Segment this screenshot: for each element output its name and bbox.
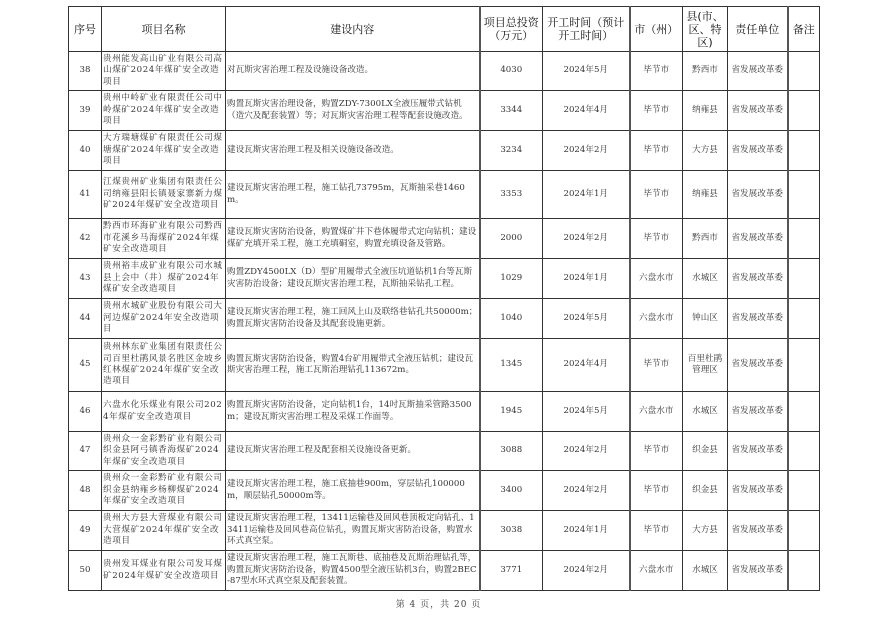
header-city: 市（州） (630, 7, 683, 52)
cell-content: 建设瓦斯灾害治理工程，施工瓦斯巷、底抽巷及瓦斯治理钻孔等，购置瓦斯灾害防治设备，购置4500型全液压钻机3台，购置2BEC-87型水环式真空泵及配套装置。 (226, 551, 480, 591)
cell-content: 建设瓦斯灾害防治设备，购置煤矿井下巷体履带式定向钻机；建设煤矿充填开采工程，施工充填硐室，购置充填设备及管路。 (226, 219, 480, 259)
cell-county: 水城区 (683, 259, 728, 299)
cell-project-name: 大方瑞塘煤矿有限责任公司煤塘煤矿2024年煤矿安全改造项目 (102, 131, 226, 171)
header-investment: 项目总投资（万元） (480, 7, 543, 52)
cell-city: 毕节市 (630, 171, 683, 219)
cell-city: 毕节市 (630, 219, 683, 259)
cell-investment: 2000 (480, 219, 543, 259)
cell-content: 建设瓦斯灾害治理工程，施工回风上山及联络巷钻孔共50000m；购置瓦斯灾害防治设备及其配套设施更新。 (226, 299, 480, 339)
cell-county: 纳雍县 (683, 171, 728, 219)
cell-responsible-unit: 省发展改革委 (728, 339, 788, 392)
cell-note (788, 551, 820, 591)
cell-content: 购置瓦斯灾害防治设备，购置4台矿用履带式全液压钻机；建设瓦斯灾害治理工程，施工瓦斯治理钻孔113672m。 (226, 339, 480, 392)
cell-note (788, 171, 820, 219)
table-row (69, 219, 820, 259)
cell-county: 钟山区 (683, 299, 728, 339)
cell-start-time: 2024年2月 (543, 219, 630, 259)
document-page (68, 6, 819, 591)
cell-city: 毕节市 (630, 339, 683, 392)
cell-investment: 1945 (480, 392, 543, 432)
cell-start-time: 2024年2月 (543, 131, 630, 171)
cell-no: 45 (69, 339, 102, 392)
cell-project-name: 贵州能发高山矿业有限公司高山煤矿2024年煤矿安全改造项目 (102, 52, 226, 91)
cell-note (788, 432, 820, 471)
cell-note (788, 299, 820, 339)
cell-investment: 4030 (480, 52, 543, 91)
cell-responsible-unit: 省发展改革委 (728, 551, 788, 591)
header-content: 建设内容 (226, 7, 480, 52)
cell-county: 大方县 (683, 511, 728, 551)
cell-city: 毕节市 (630, 91, 683, 131)
cell-no: 40 (69, 131, 102, 171)
cell-start-time: 2024年1月 (543, 171, 630, 219)
cell-responsible-unit: 省发展改革委 (728, 219, 788, 259)
cell-no: 43 (69, 259, 102, 299)
cell-no: 50 (69, 551, 102, 591)
cell-project-name: 贵州众一金彩黔矿业有限公司织金县纳雍乡杨柳煤矿2024年煤矿安全改造项目 (102, 471, 226, 511)
table-row (69, 551, 820, 591)
cell-no: 39 (69, 91, 102, 131)
cell-note (788, 219, 820, 259)
cell-city: 毕节市 (630, 511, 683, 551)
cell-city: 六盘水市 (630, 259, 683, 299)
table-row (69, 432, 820, 471)
cell-start-time: 2024年1月 (543, 511, 630, 551)
cell-city: 毕节市 (630, 52, 683, 91)
cell-project-name: 贵州众一金彩黔矿业有限公司织金县阿弓镇香海煤矿2024年煤矿安全改造项目 (102, 432, 226, 471)
cell-start-time: 2024年4月 (543, 339, 630, 392)
cell-county: 大方县 (683, 131, 728, 171)
header-no: 序号 (69, 7, 102, 52)
cell-no: 44 (69, 299, 102, 339)
header-name: 项目名称 (102, 7, 226, 52)
cell-content: 建设瓦斯灾害治理工程及相关设施设备改造。 (226, 131, 480, 171)
cell-city: 六盘水市 (630, 551, 683, 591)
cell-start-time: 2024年2月 (543, 551, 630, 591)
cell-responsible-unit: 省发展改革委 (728, 471, 788, 511)
table-row (69, 511, 820, 551)
cell-city: 毕节市 (630, 471, 683, 511)
table-row (69, 52, 820, 91)
table-row (69, 91, 820, 131)
cell-investment: 1345 (480, 339, 543, 392)
header-county: 县(市、区、特区) (683, 7, 728, 52)
cell-responsible-unit: 省发展改革委 (728, 511, 788, 551)
table-row (69, 131, 820, 171)
cell-investment: 1029 (480, 259, 543, 299)
cell-responsible-unit: 省发展改革委 (728, 52, 788, 91)
cell-county: 水城区 (683, 551, 728, 591)
cell-project-name: 贵州大方县大营煤业有限公司大营煤矿2024年煤矿安全改造项目 (102, 511, 226, 551)
cell-content: 建设瓦斯灾害治理工程及配套相关设施设备更新。 (226, 432, 480, 471)
table-row (69, 299, 820, 339)
cell-no: 48 (69, 471, 102, 511)
cell-county: 百里杜鹃管理区 (683, 339, 728, 392)
cell-start-time: 2024年2月 (543, 432, 630, 471)
cell-no: 42 (69, 219, 102, 259)
cell-investment: 3038 (480, 511, 543, 551)
cell-content: 购置ZDY4500LX（D）型矿用履带式全液压坑道钻机1台等瓦斯灾害防治设备；建设瓦斯灾害治理工程，瓦斯抽采钻孔工程。 (226, 259, 480, 299)
page-footer: 第 4 页，共 20 页 (395, 600, 482, 610)
cell-start-time: 2024年5月 (543, 299, 630, 339)
cell-note (788, 52, 820, 91)
cell-no: 49 (69, 511, 102, 551)
cell-investment: 3234 (480, 131, 543, 171)
cell-no: 46 (69, 392, 102, 432)
cell-county: 纳雍县 (683, 91, 728, 131)
cell-note (788, 339, 820, 392)
cell-county: 水城区 (683, 392, 728, 432)
cell-project-name: 贵州水城矿业股份有限公司大河边煤矿2024年安全改造项目 (102, 299, 226, 339)
cell-no: 47 (69, 432, 102, 471)
table-row (69, 471, 820, 511)
table-row (69, 171, 820, 219)
cell-start-time: 2024年1月 (543, 259, 630, 299)
cell-county: 黔西市 (683, 219, 728, 259)
cell-no: 41 (69, 171, 102, 219)
cell-investment: 3400 (480, 471, 543, 511)
cell-start-time: 2024年4月 (543, 91, 630, 131)
cell-content: 建设瓦斯灾害治理工程，施工底抽巷900m，穿层钻孔100000m，顺层钻孔50000m等。 (226, 471, 480, 511)
cell-project-name: 贵州裕丰成矿业有限公司水城县上会中（井）煤矿2024年煤矿安全改造项目 (102, 259, 226, 299)
cell-project-name: 江煤贵州矿业集团有限责任公司纳雍县阳长镇聂家寨新力煤矿2024年煤矿安全改造项目 (102, 171, 226, 219)
cell-investment: 3353 (480, 171, 543, 219)
cell-responsible-unit: 省发展改革委 (728, 299, 788, 339)
cell-investment: 3344 (480, 91, 543, 131)
cell-county: 黔西市 (683, 52, 728, 91)
cell-city: 毕节市 (630, 131, 683, 171)
cell-note (788, 131, 820, 171)
cell-project-name: 贵州发耳煤业有限公司发耳煤矿2024年煤矿安全改造项目 (102, 551, 226, 591)
cell-county: 织金县 (683, 471, 728, 511)
table-row (69, 392, 820, 432)
cell-start-time: 2024年5月 (543, 392, 630, 432)
cell-city: 六盘水市 (630, 392, 683, 432)
cell-investment: 3088 (480, 432, 543, 471)
table-header-row (69, 7, 820, 52)
cell-content: 购置瓦斯灾害防治设备，定向钻机1台，14吋瓦斯抽采管路3500m；建设瓦斯灾害治理工程及采煤工作面等。 (226, 392, 480, 432)
header-start-time: 开工时间（预计开工时间） (543, 7, 630, 52)
cell-project-name: 六盘水化乐煤业有限公司2024年煤矿安全改造项目 (102, 392, 226, 432)
cell-project-name: 黔西市环海矿业有限公司黔西市花溪乡马海煤矿2024年煤矿安全改造项目 (102, 219, 226, 259)
cell-content: 购置瓦斯灾害治理设备，购置ZDY-7300LX全液压履带式钻机（造穴及配套装置）等；对瓦斯灾害治理工程等配套设施改造。 (226, 91, 480, 131)
cell-responsible-unit: 省发展改革委 (728, 91, 788, 131)
header-responsible-unit: 责任单位 (728, 7, 788, 52)
cell-project-name: 贵州林东矿业集团有限责任公司百里杜鹃风景名胜区金坡乡红林煤矿2024年煤矿安全改造项目 (102, 339, 226, 392)
cell-investment: 3771 (480, 551, 543, 591)
table-row (69, 339, 820, 392)
cell-content: 建设瓦斯灾害治理工程，13411运输巷及回风巷顶板定向钻孔、13411运输巷及回风巷高位钻孔，购置瓦斯灾害防治设备，购置水环式真空泵。 (226, 511, 480, 551)
cell-note (788, 471, 820, 511)
cell-no: 38 (69, 52, 102, 91)
cell-project-name: 贵州中岭矿业有限责任公司中岭煤矿2024年煤矿安全改造项目 (102, 91, 226, 131)
cell-start-time: 2024年5月 (543, 52, 630, 91)
project-table (68, 6, 820, 591)
cell-responsible-unit: 省发展改革委 (728, 259, 788, 299)
table-row (69, 259, 820, 299)
cell-note (788, 91, 820, 131)
header-note: 备注 (788, 7, 820, 52)
cell-content: 建设瓦斯灾害治理工程，施工钻孔73795m，瓦斯抽采巷1460m。 (226, 171, 480, 219)
cell-responsible-unit: 省发展改革委 (728, 171, 788, 219)
cell-responsible-unit: 省发展改革委 (728, 392, 788, 432)
cell-content: 对瓦斯灾害治理工程及设施设备改造。 (226, 52, 480, 91)
cell-city: 六盘水市 (630, 299, 683, 339)
cell-responsible-unit: 省发展改革委 (728, 131, 788, 171)
cell-start-time: 2024年2月 (543, 471, 630, 511)
cell-responsible-unit: 省发展改革委 (728, 432, 788, 471)
cell-note (788, 392, 820, 432)
cell-note (788, 511, 820, 551)
cell-note (788, 259, 820, 299)
cell-city: 毕节市 (630, 432, 683, 471)
cell-county: 织金县 (683, 432, 728, 471)
cell-investment: 1040 (480, 299, 543, 339)
